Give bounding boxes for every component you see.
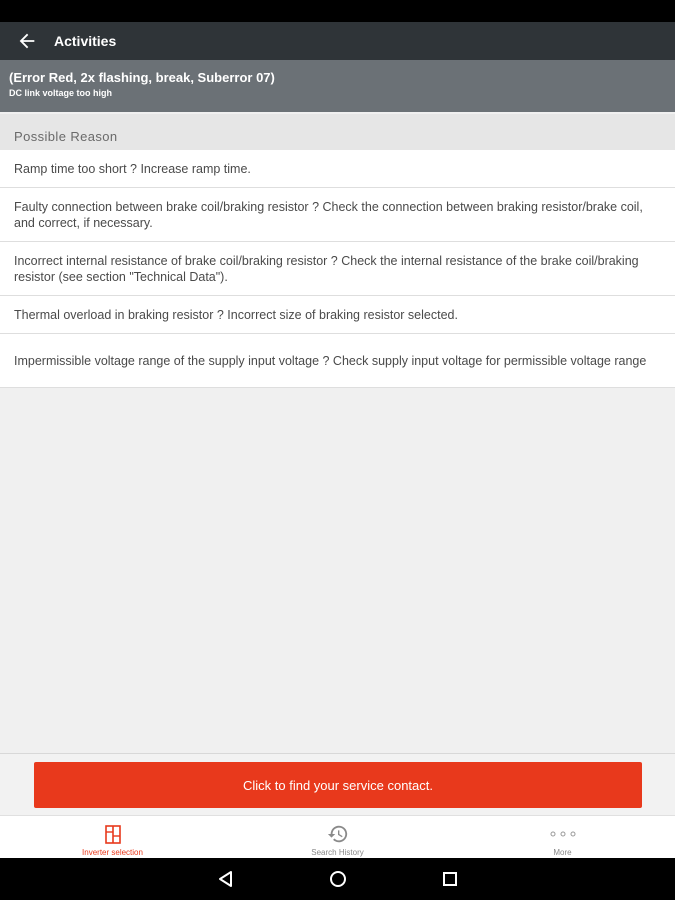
error-title: (Error Red, 2x flashing, break, Suberror 07) bbox=[9, 70, 275, 85]
nav-item-search-history[interactable] bbox=[225, 816, 450, 859]
list-item[interactable]: Incorrect internal resistance of brake coil/braking resistor ? Check the internal resistance of the brake coil/braking resistor (see section "Technical Data"). bbox=[0, 242, 675, 296]
circle-home-icon bbox=[329, 870, 347, 888]
list-item[interactable]: Impermissible voltage range of the supply input voltage ? Check supply input voltage for permissible voltage range bbox=[0, 334, 675, 388]
list-item[interactable]: Ramp time too short ? Increase ramp time. bbox=[0, 150, 675, 188]
status-bar bbox=[0, 0, 675, 22]
list-item[interactable]: Thermal overload in braking resistor ? Incorrect size of braking resistor selected. bbox=[0, 296, 675, 334]
more-dots-icon bbox=[549, 829, 577, 839]
page-title: Activities bbox=[54, 33, 117, 49]
system-back-button[interactable] bbox=[170, 858, 282, 900]
arrow-left-icon bbox=[16, 30, 38, 52]
history-icon bbox=[327, 823, 349, 845]
system-recents-button[interactable] bbox=[394, 858, 506, 900]
nav-item-inverter-selection[interactable] bbox=[0, 816, 225, 859]
service-contact-button[interactable]: Click to find your service contact. bbox=[34, 762, 642, 808]
back-button[interactable] bbox=[0, 22, 54, 60]
nav-label: More bbox=[553, 848, 572, 857]
inverter-icon bbox=[102, 823, 124, 845]
error-header bbox=[0, 60, 675, 112]
app-bar bbox=[0, 22, 675, 60]
nav-label: Inverter selection bbox=[82, 848, 143, 857]
section-header: Possible Reason bbox=[0, 114, 675, 150]
triangle-back-icon bbox=[217, 870, 235, 888]
footer-area bbox=[0, 753, 675, 816]
nav-item-more[interactable] bbox=[450, 816, 675, 859]
system-nav-bar bbox=[0, 858, 675, 900]
nav-label: Search History bbox=[311, 848, 364, 857]
bottom-nav bbox=[0, 815, 675, 859]
system-home-button[interactable] bbox=[282, 858, 394, 900]
list-item[interactable]: Faulty connection between brake coil/braking resistor ? Check the connection between braking resistor/brake coil, and correct, if necessary. bbox=[0, 188, 675, 242]
reason-list bbox=[0, 150, 675, 388]
square-recents-icon bbox=[442, 871, 458, 887]
error-subtitle: DC link voltage too high bbox=[9, 88, 112, 98]
